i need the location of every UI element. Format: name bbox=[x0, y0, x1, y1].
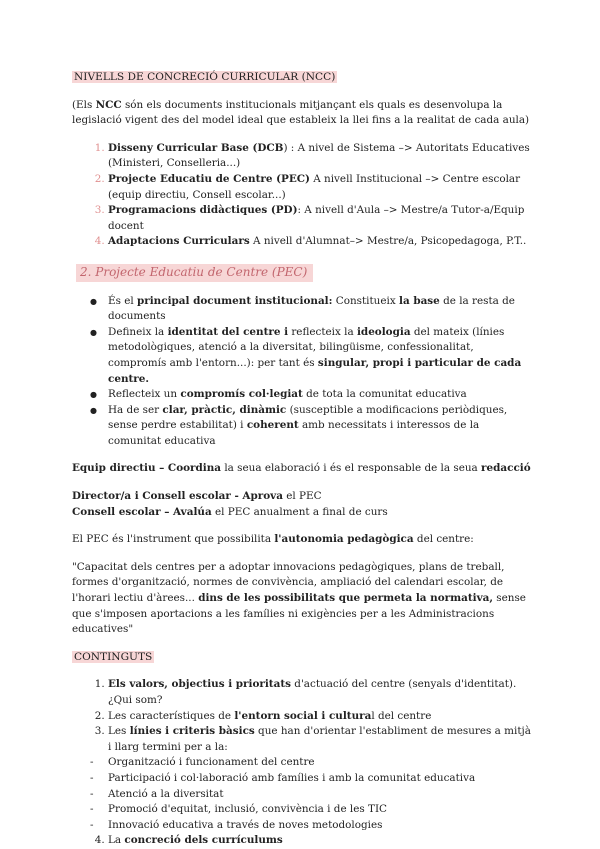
director-line: Director/a i Consell escolar - Aprova el PEC bbox=[72, 490, 322, 503]
continguts-subitem: - Atenció a la diversitat bbox=[108, 787, 532, 803]
pec-bullets bbox=[72, 294, 532, 450]
consell-line: Consell escolar – Avalúa el PEC anualment a final de curs bbox=[72, 505, 388, 518]
pec-bullet: ● És el principal document institucional: Constitueix la base de la resta de documents bbox=[108, 294, 532, 325]
continguts-item: 4. La concreció dels currículums bbox=[108, 833, 532, 849]
continguts-subitem: - Innovació educativa a través de noves metodologies bbox=[108, 818, 532, 834]
pec-bullet: ● Ha de ser clar, pràctic, dinàmic (susceptible a modificacions periòdiques, sense perdre estabilitat) i coherent amb necessitats i interessos de la comunitat educativa bbox=[108, 403, 532, 450]
ncc-levels-list bbox=[72, 141, 532, 250]
ncc-level-item: 4. Adaptacions Curriculars A nivell d'Alumnat–> Mestre/a, Psicopedagoga, P.T.. bbox=[108, 234, 532, 250]
continguts-subitem: - Organització i funcionament del centre bbox=[108, 755, 532, 771]
ncc-title: NIVELLS DE CONCRECIÓ CURRICULAR (NCC) bbox=[74, 71, 336, 83]
autonomy-quote: "Capacitat dels centres per a adoptar innovacions pedagògiques, plans de treball, formes d'organització, normes de convivència, ampliació del calendari escolar, de l'horari lectiu d'àrees... dins de les possibilitats que permeta la normativa, sense que s'imposen aportacions a les famílies ni exigències per a les Administracions educatives" bbox=[72, 560, 526, 636]
pec-bullet: ● Defineix la identitat del centre i reflecteix la ideologia del mateix (línies metodològiques, atenció a la diversitat, bilingüisme, confessionalitat, compromís amb l'entorn...): per tant és singular, propi i particular de cada centre. bbox=[108, 325, 532, 387]
continguts-list-cont bbox=[72, 833, 532, 849]
continguts-subitem: - Participació i col·laboració amb famílies i amb la comunitat educativa bbox=[108, 771, 532, 787]
ncc-intro: (Els NCC són els documents institucionals mitjançant els quals es desenvolupa la legislació vigent des del model ideal que estableix la llei fins a la realitat de cada aula) bbox=[72, 98, 530, 127]
pec-bullet: ● Reflecteix un compromís col·legiat de tota la comunitat educativa bbox=[108, 387, 532, 403]
continguts-item: 1. Els valors, objectius i prioritats d'actuació del centre (senyals d'identitat). ¿Qui som? bbox=[108, 677, 532, 708]
continguts-item: 2. Les característiques de l'entorn social i cultural del centre bbox=[108, 709, 532, 725]
ncc-level-item: 1. Disseny Curricular Base (DCB) : A nivel de Sistema –> Autoritats Educatives (Ministeri, Conselleria...) bbox=[108, 141, 532, 172]
equip-directiu-line: Equip directiu – Coordina la seua elaboració i és el responsable de la seua redacció bbox=[72, 462, 531, 475]
continguts-list bbox=[72, 677, 532, 755]
document-page bbox=[72, 70, 532, 849]
ncc-level-item: 3. Programacions didàctiques (PD): A nivell d'Aula –> Mestre/a Tutor-a/Equip docent bbox=[108, 203, 532, 234]
continguts-subitem: - Promoció d'equitat, inclusió, convivència i de les TIC bbox=[108, 802, 532, 818]
continguts-sublist bbox=[72, 755, 532, 833]
ncc-level-item: 2. Projecte Educatiu de Centre (PEC) A nivell Institucional –> Centre escolar (equip directiu, Consell escolar...) bbox=[108, 172, 532, 203]
pec-heading: 2. Projecte Educatiu de Centre (PEC) bbox=[76, 264, 313, 282]
continguts-item: 3. Les línies i criteris bàsics que han d'orientar l'establiment de mesures a mitjà i llarg termini per a la: bbox=[108, 724, 532, 755]
continguts-title: CONTINGUTS bbox=[74, 650, 153, 663]
instrument-line: El PEC és l'instrument que possibilita l'autonomia pedagògica del centre: bbox=[72, 533, 474, 546]
